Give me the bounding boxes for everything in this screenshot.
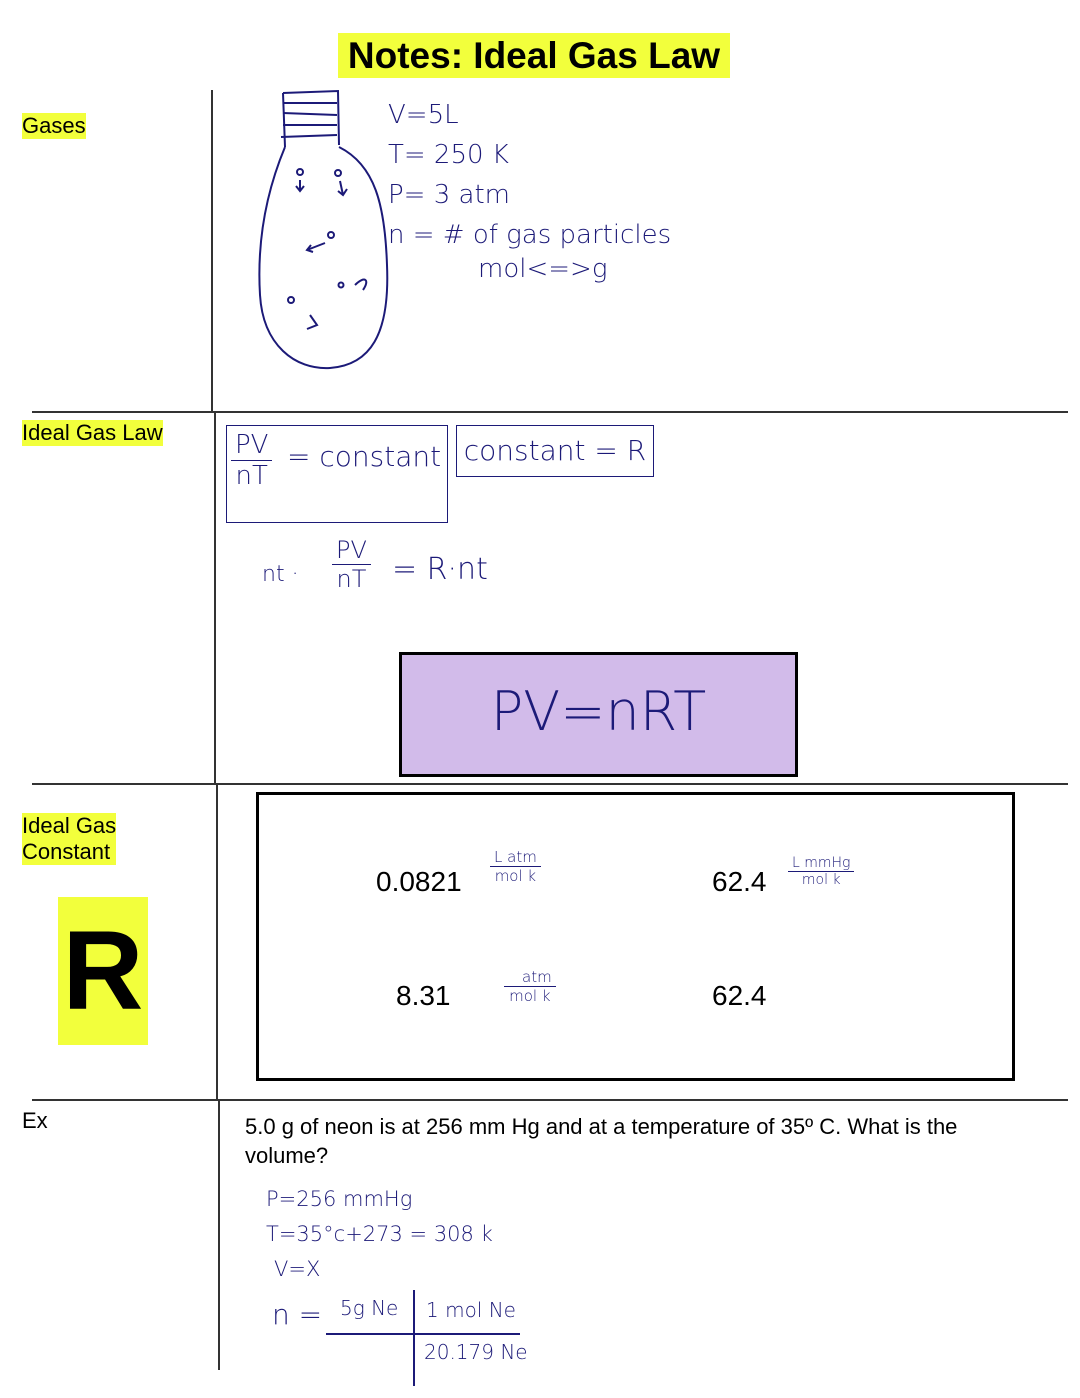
flask-drawing-icon [255,85,395,375]
unit-denominator: mol k [509,987,551,1005]
note-pressure: P= 3 atm [388,180,510,210]
work-volume: V=X [274,1257,321,1281]
note-temperature: T= 250 K [388,140,509,170]
row-divider [32,783,1068,785]
r-value: 0.0821 [376,866,462,897]
r-value: 62.4 [712,980,767,1011]
given-mass: 5g Ne [340,1296,399,1320]
r-value: 8.31 [396,980,451,1011]
r-value: 62.4 [712,866,767,897]
r-values-box [256,792,1015,1081]
r-symbol: R [58,897,148,1045]
column-divider [218,1100,220,1370]
constant-equals-r-box: constant = R [456,425,654,477]
section-label-ideal-gas-constant: Ideal Gas Constant [22,813,117,864]
section-label-example: Ex [22,1108,48,1133]
work-temperature: T=35°c+273 = 308 k [266,1222,493,1246]
fraction-divider [413,1290,415,1386]
unit-numerator: atm [504,968,556,987]
moles-label: n = [272,1298,323,1331]
conversion-denominator: 20.179 Ne [424,1340,528,1364]
unit-denominator: mol k [801,872,841,888]
step-numerator: PV [332,536,371,565]
unit-numerator: L atm [490,848,541,867]
note-mol-grams: mol<=>g [478,254,608,284]
fraction-denominator: nT [235,461,268,491]
section-label-ideal-gas-law: Ideal Gas Law [22,420,163,445]
fraction-numerator: PV [231,430,272,461]
constant-box [226,425,448,523]
unit-denominator: mol k [494,867,537,885]
step-denominator: nT [336,565,367,593]
work-pressure: P=256 mmHg [266,1187,413,1211]
note-moles: n = # of gas particles [388,220,672,250]
constant-text: = constant [287,440,442,473]
ideal-gas-equation: PV=nRT [490,680,707,743]
conversion-numerator: 1 mol Ne [426,1298,516,1322]
column-divider [214,412,216,784]
unit-numerator: L mmHg [788,855,854,872]
column-divider [211,90,213,412]
row-divider [32,411,1068,413]
note-volume: V=5L [388,100,459,130]
example-problem: 5.0 g of neon is at 256 mm Hg and at a temperature of 35º C. What is the volume? [245,1114,958,1168]
step-result: = R·nt [392,552,488,587]
column-divider [216,784,218,1100]
section-label-gases: Gases [22,113,86,138]
page-title: Notes: Ideal Gas Law [338,33,730,78]
fraction-bar [326,1333,520,1335]
step-multiplier: nt · [262,562,299,587]
row-divider [32,1099,1068,1101]
